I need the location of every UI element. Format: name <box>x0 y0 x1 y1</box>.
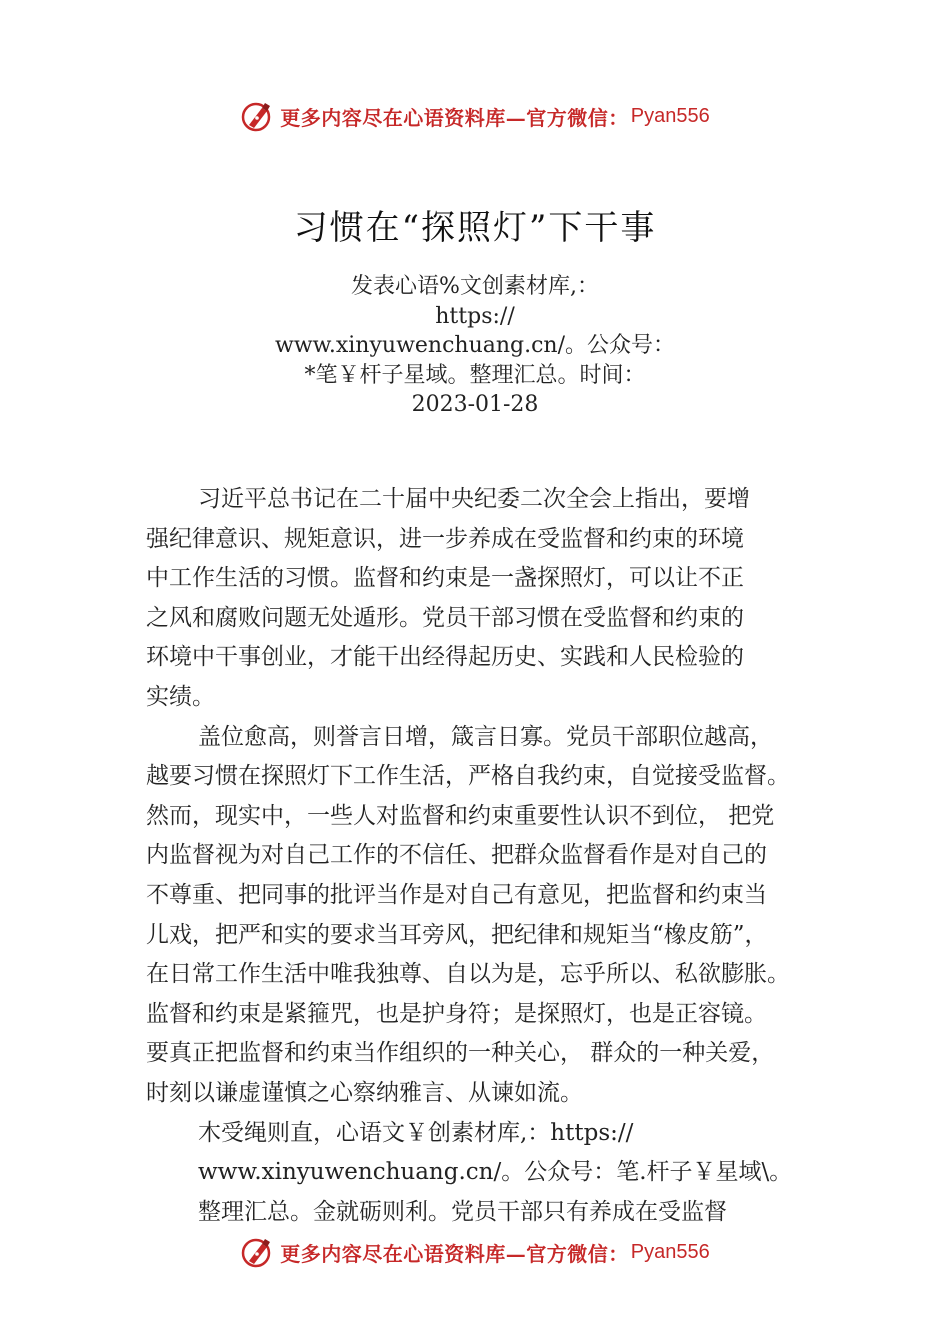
body-line: www.xinyuwenchuang.cn/。公众号：笔.杆子￥星域\。 <box>198 1159 793 1186</box>
body-line: 不尊重、把同事的批评当作是对自己有意见，把监督和约束当 <box>146 881 767 908</box>
body-line: 木受绳则直，心语文￥创素材库,：https:// <box>198 1119 634 1146</box>
banner-account: Pyan556 <box>630 104 710 127</box>
body-line: 内监督视为对自己工作的不信任、把群众监督看作是对自己的 <box>146 842 767 869</box>
banner-text: 更多内容尽在心语资料库—官方微信： <box>280 1241 629 1266</box>
body-line: 时刻以谦虚谨慎之心察纳雅言、从谏如流。 <box>146 1079 583 1106</box>
body-line: 中工作生活的习惯。监督和约束是一盏探照灯，可以让不正 <box>146 565 744 592</box>
page-title: 习惯在“探照灯”下干事 <box>293 208 657 248</box>
body-line: 儿戏，把严和实的要求当耳旁风，把纪律和规矩当“橡皮筋”， <box>146 921 768 948</box>
banner-account: Pyan556 <box>630 1240 710 1263</box>
banner-text: 更多内容尽在心语资料库—官方微信： <box>280 105 629 130</box>
header-banner <box>0 96 950 136</box>
meta-line: www.xinyuwenchuang.cn/。公众号： <box>274 333 676 358</box>
body-line: 环境中干事创业，才能干出经得起历史、实践和人民检验的 <box>146 644 744 671</box>
pen-nib-logo-icon <box>240 99 274 133</box>
body-line: 之风和腐败问题无处遁形。党员干部习惯在受监督和约束的 <box>146 604 744 631</box>
meta-line: *笔￥杆子星域。整理汇总。时间： <box>304 362 646 388</box>
source-meta <box>0 272 950 420</box>
body-line: 越要习惯在探照灯下工作生活，严格自我约束，自觉接受监督。 <box>146 763 790 790</box>
body-line: 整理汇总。金就砺则利。党员干部只有养成在受监督 <box>198 1198 727 1225</box>
meta-line: 2023-01-28 <box>411 392 539 417</box>
pen-nib-logo-icon <box>240 1235 274 1269</box>
footer-banner <box>0 1232 950 1272</box>
body-line: 实绩。 <box>146 683 215 710</box>
body-line: 在日常工作生活中唯我独尊、自以为是，忘乎所以、私欲膨胀。 <box>146 961 790 988</box>
meta-line: 发表心语%文创素材库,： <box>351 274 599 299</box>
body-line: 要真正把监督和约束当作组织的一种关心， 群众的一种关爱， <box>146 1040 775 1067</box>
body-line: 盖位愈高，则誉言日增，箴言日寡。党员干部职位越高， <box>198 723 773 750</box>
body-line: 强纪律意识、规矩意识，进一步养成在受监督和约束的环境 <box>146 525 744 552</box>
body-line: 监督和约束是紧箍咒，也是护身符；是探照灯，也是正容镜。 <box>146 1000 767 1027</box>
body-line: 习近平总书记在二十届中央纪委二次全会上指出，要增 <box>198 486 750 512</box>
body-line: 然而，现实中，一些人对监督和约束重要性认识不到位， 把党 <box>146 802 775 829</box>
article-body <box>146 480 836 1232</box>
meta-line: https:// <box>435 303 515 329</box>
